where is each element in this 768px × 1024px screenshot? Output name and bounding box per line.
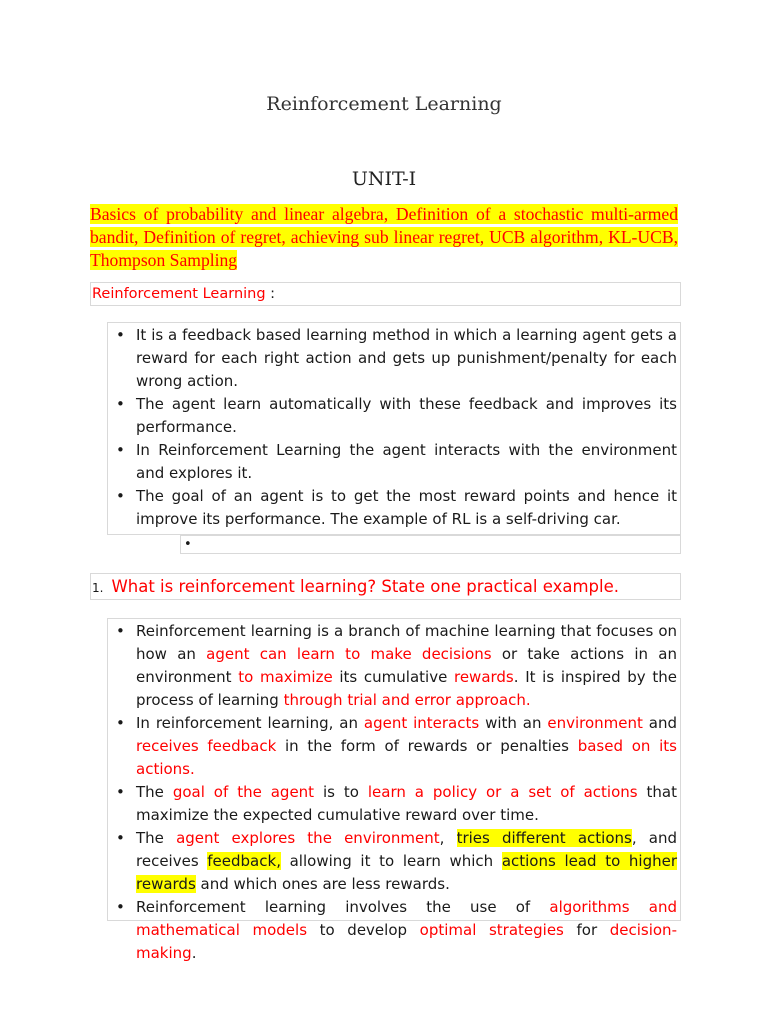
emphasis-red: agent explores the environment — [176, 829, 440, 847]
document-title: Reinforcement Learning — [266, 93, 502, 115]
bullet-icon: • — [116, 441, 125, 459]
syllabus-text — [90, 203, 678, 272]
bullet-icon: • — [116, 326, 125, 344]
text-run: or take actions in an environment — [136, 645, 677, 686]
question-heading — [90, 573, 681, 600]
text-run: allowing it to learn which — [280, 852, 502, 870]
text-run: and — [642, 714, 678, 732]
emphasis-red: goal of the agent — [172, 783, 315, 801]
list-item-text: The agent learn automatically with these feedback and improves its performance. — [136, 395, 677, 436]
bullet-icon: • — [116, 783, 125, 801]
text-run: , and receives — [136, 829, 677, 870]
emphasis-red: agent interacts — [363, 714, 480, 732]
text-run: . — [191, 944, 197, 962]
emphasis-red: agent can learn to make decisions — [206, 645, 492, 663]
emphasis-red: optimal strategies — [419, 921, 564, 939]
question-number: 1. — [92, 581, 104, 595]
highlight-yellow: tries different actions — [456, 829, 632, 847]
list-item — [108, 712, 677, 781]
bullet-icon: • — [116, 622, 125, 640]
text-run: The — [136, 783, 173, 801]
section-heading: Reinforcement Learning — [92, 286, 266, 302]
list-item — [108, 439, 677, 485]
bullet-icon: • — [116, 714, 125, 732]
answer-list — [108, 620, 677, 965]
unit-heading: UNIT-I — [351, 168, 417, 190]
question-text: What is reinforcement learning? State one practical example. — [111, 577, 619, 596]
list-item — [108, 485, 677, 531]
emphasis-red: through trial and error approach. — [283, 691, 531, 709]
bullet-icon: • — [116, 487, 125, 505]
emphasis-red: receives feedback — [136, 737, 277, 755]
text-run: for — [563, 921, 610, 939]
emphasis-red: based on its actions. — [136, 737, 677, 778]
highlight-yellow: actions lead to higher rewards — [136, 852, 677, 893]
text-run: in the form of rewards or penalties — [276, 737, 578, 755]
text-run: In reinforcement learning, an — [136, 714, 364, 732]
text-run: , — [439, 829, 457, 847]
section-heading-box — [90, 282, 681, 306]
list-item — [108, 827, 677, 896]
list-item — [108, 896, 677, 965]
section-heading-suffix: : — [265, 286, 276, 302]
list-item — [108, 324, 677, 393]
list-item — [108, 620, 677, 712]
list-item — [108, 393, 677, 439]
list-item-text: It is a feedback based learning method in which a learning agent gets a reward for each right action and gets up punishment/penalty for each wrong action. — [136, 326, 677, 390]
text-run: Reinforcement learning involves the use of — [136, 898, 550, 916]
text-run: Reinforcement learning is a branch of machine learning that focuses on how an — [136, 622, 677, 663]
list-item-text: The goal of an agent is to get the most reward points and hence it improve its performance. The example of RL is a self-driving car. — [136, 487, 677, 528]
bullet-icon: • — [184, 537, 192, 552]
text-run: and which ones are less rewards. — [195, 875, 450, 893]
bullet-icon: • — [116, 898, 125, 916]
answer-box — [107, 618, 681, 962]
emphasis-red: rewards — [453, 668, 514, 686]
emphasis-red: decision-making — [136, 921, 677, 962]
emphasis-red: to maximize — [238, 668, 333, 686]
emphasis-red: environment — [547, 714, 643, 732]
text-run: that maximize the expected cumulative reward over time. — [136, 783, 677, 824]
text-run: to develop — [307, 921, 420, 939]
definition-box — [107, 322, 681, 535]
text-run: with an — [479, 714, 548, 732]
text-run: is to — [314, 783, 368, 801]
empty-bullet-row — [180, 535, 681, 554]
text-run: The — [136, 829, 177, 847]
bullet-icon: • — [116, 829, 125, 847]
syllabus-highlight: Basics of probability and linear algebra, Definition of a stochastic multi-armed bandit, Definition of regret, achieving sub linear regret, UCB algorithm, KL-UCB, Thompson Sampling — [90, 204, 678, 270]
text-run: . It is inspired by the process of learning — [136, 668, 677, 709]
emphasis-red: learn a policy or a set of actions — [367, 783, 638, 801]
definition-list — [108, 324, 677, 531]
list-item-text: In Reinforcement Learning the agent interacts with the environment and explores it. — [136, 441, 677, 482]
emphasis-red: algorithms and mathematical models — [136, 898, 677, 939]
bullet-icon: • — [116, 395, 125, 413]
list-item — [108, 781, 677, 827]
highlight-yellow: feedback, — [207, 852, 281, 870]
text-run: its cumulative — [332, 668, 454, 686]
